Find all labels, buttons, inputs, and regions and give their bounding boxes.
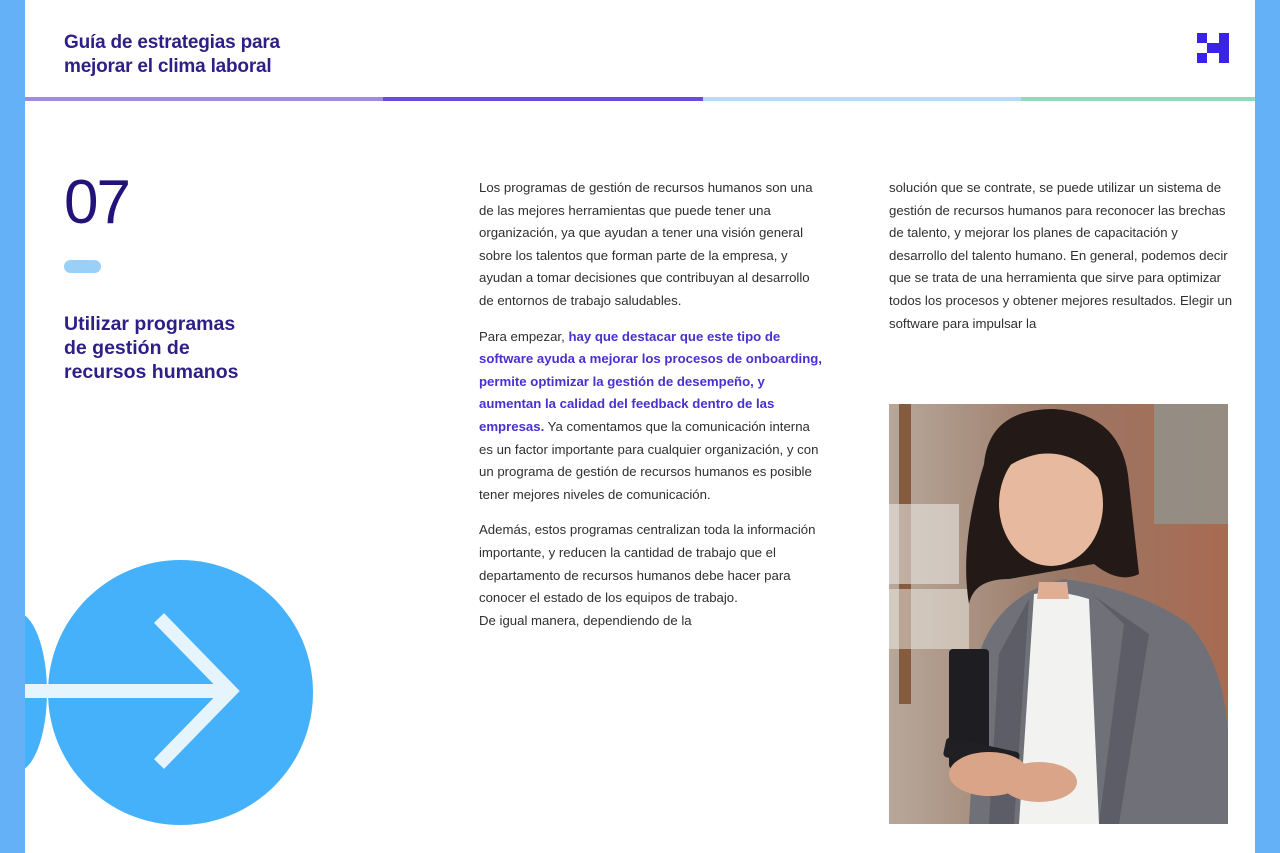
divider-segment-lilac bbox=[25, 97, 383, 101]
paragraph-text: Además, estos programas centralizan toda la información importante, y reducen la cantidad de trabajo que el departamento de recursos humanos debe hacer para conocer el estado de los equipos de trabajo. bbox=[479, 522, 816, 606]
paragraph-text: Para empezar, bbox=[479, 328, 569, 344]
document-page bbox=[25, 0, 1255, 853]
paragraph-text: De igual manera, dependiendo de la bbox=[479, 612, 692, 628]
paragraph: Los programas de gestión de recursos humanos son una de las mejores herramientas que puede tener una organización, ya que ayudan a tener una visión general sobre los talentos que forman parte de la empresa, y ayudan a tomar decisiones que contribuyan al desarrollo de entornos de trabajo saludables. bbox=[479, 180, 813, 308]
section-title-line-1: Utilizar programas bbox=[64, 313, 236, 335]
body-column-2 bbox=[889, 177, 1234, 348]
divider-segment-violet bbox=[383, 97, 703, 101]
paragraph bbox=[479, 519, 824, 632]
title-line-2: mejorar el clima laboral bbox=[64, 56, 272, 77]
divider-segment-mint bbox=[1021, 97, 1255, 101]
document-title bbox=[64, 31, 384, 79]
header-divider bbox=[25, 97, 1255, 101]
section-title-line-2: de gestión de bbox=[64, 337, 190, 359]
paragraph-text: Ya comentamos que la comunicación interna es un factor importante para cualquier organización, y con un programa de gestión de recursos humanos es posible tener mejores niveles de comunicación. bbox=[479, 418, 819, 502]
paragraph: solución que se contrate, se puede utilizar un sistema de gestión de recursos humanos para reconocer las brechas de talento, y mejorar los planes de capacitación y desarrollo del talento humano. En general, podemos decir que se trata de una herramienta que sirve para optimizar todos los procesos y obtener mejores resultados. Elegir un software para impulsar la bbox=[889, 180, 1233, 331]
section-accent-pill bbox=[64, 260, 101, 273]
arrow-right-icon bbox=[25, 600, 265, 780]
paragraph bbox=[479, 326, 824, 507]
section-number: 07 bbox=[64, 168, 129, 237]
body-column-1 bbox=[479, 177, 824, 632]
highlighted-text: hay que destacar que este tipo de software ayuda a mejorar los procesos de onboarding, permite optimizar la gestión de desempeño, y aumentan la calidad del feedback dentro de las empresas. bbox=[479, 328, 822, 434]
brand-h-logo-icon bbox=[1197, 33, 1229, 63]
section-title-line-3: recursos humanos bbox=[64, 361, 239, 383]
divider-segment-lightblue bbox=[703, 97, 1021, 101]
woman-using-smartphone-photo bbox=[889, 404, 1228, 824]
title-line-1: Guía de estrategias para bbox=[64, 32, 280, 53]
section-title bbox=[64, 312, 304, 384]
photo-illustration bbox=[889, 404, 1228, 824]
